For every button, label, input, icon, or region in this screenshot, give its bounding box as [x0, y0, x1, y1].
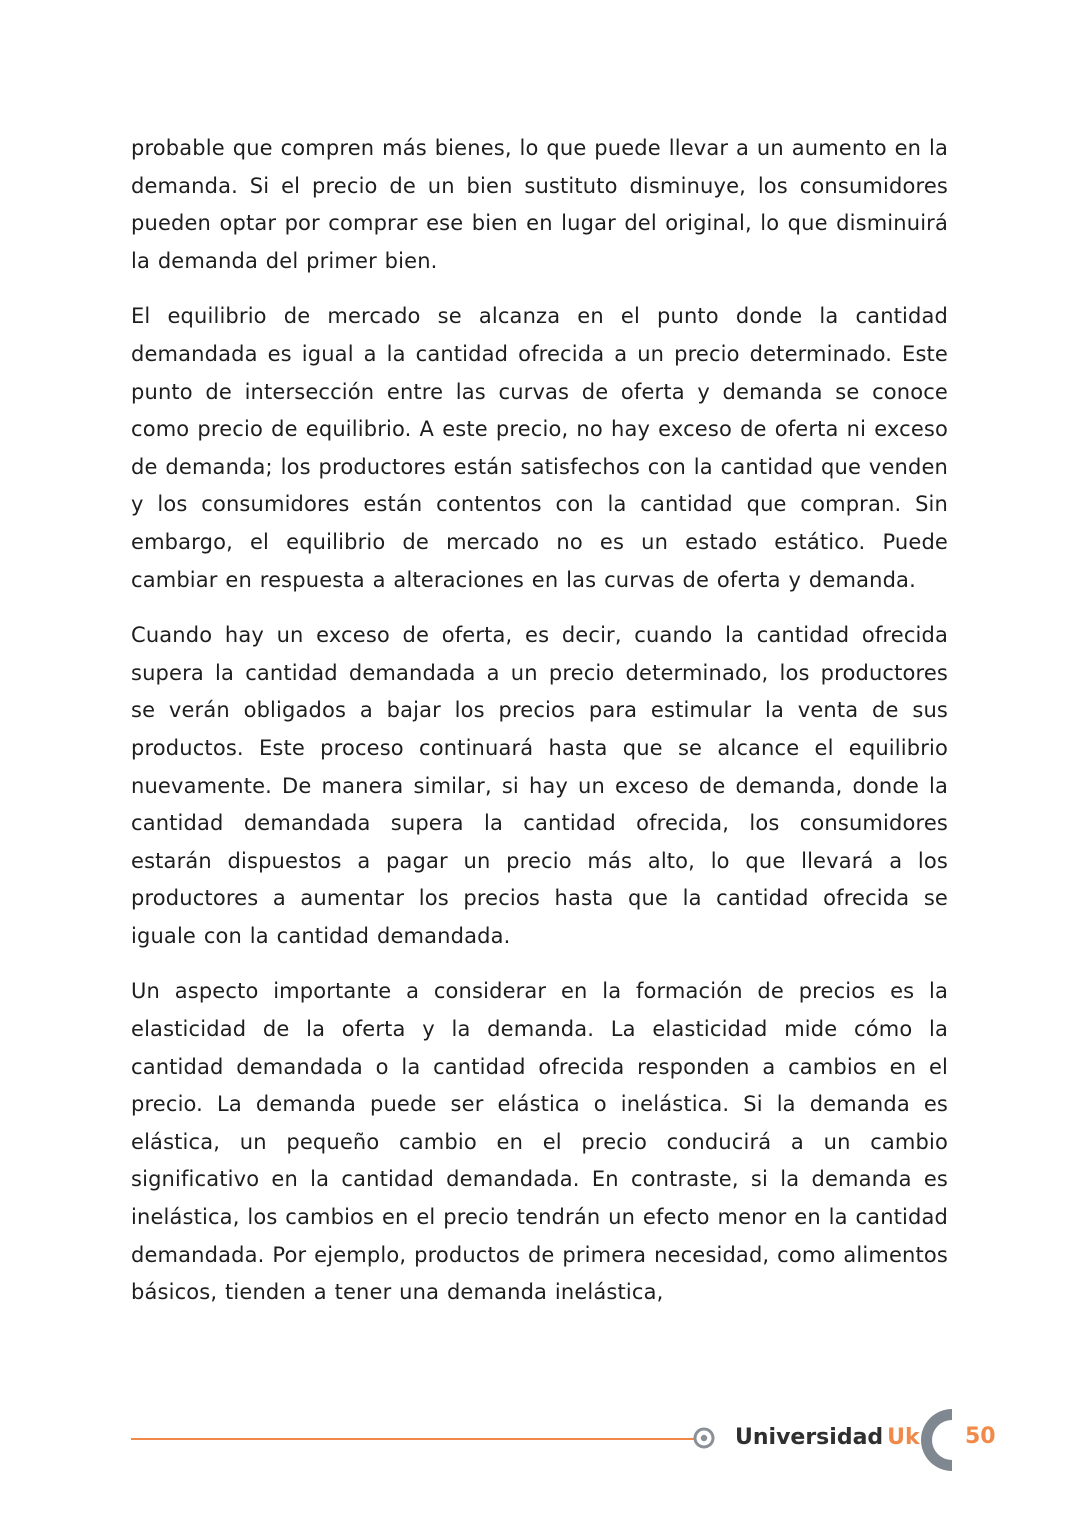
footer-divider	[131, 1438, 697, 1440]
ring-icon	[693, 1427, 715, 1449]
paragraph-4: Un aspecto importante a considerar en la formación de precios es la elasticidad de la oferta y la demanda. La elasticidad mide cómo la cantidad demandada o la cantidad ofrecida responden a cambios en el precio. La demanda puede ser elástica o inelástica. Si la demanda es elástica, un pequeño cambio en el precio conducirá a un cambio significativo en la cantidad demandada. En contraste, si la demanda es inelástica, los cambios en el precio tendrán un efecto menor en la cantidad demandada. Por ejemplo, productos de primera necesidad, como alimentos básicos, tienden a tener una demanda inelástica,	[131, 979, 948, 1305]
page-number: 50	[965, 1424, 996, 1449]
paragraph-1: probable que compren más bienes, lo que puede llevar a un aumento en la demanda. Si el precio de un bien sustituto disminuye, los consumidores pueden optar por comprar ese bien en lugar del original, lo que disminuirá la demanda del primer bien.	[131, 136, 948, 273]
crescent-icon	[920, 1408, 954, 1472]
page-footer	[0, 1400, 1080, 1480]
brand-accent: Uk	[887, 1425, 920, 1450]
paragraph-2: El equilibrio de mercado se alcanza en el punto donde la cantidad demandada es igual a la cantidad ofrecida a un precio determinado. Este punto de intersección entre las curvas de oferta y demanda se conoce como precio de equilibrio. A este precio, no hay exceso de oferta ni exceso de demanda; los productores están satisfechos con la cantidad que venden y los consumidores están contentos con la cantidad que compran. Sin embargo, el equilibrio de mercado no es un estado estático. Puede cambiar en respuesta a alteraciones en las curvas de oferta y demanda.	[131, 304, 948, 592]
paragraph-3: Cuando hay un exceso de oferta, es decir, cuando la cantidad ofrecida supera la cantidad demandada a un precio determinado, los productores se verán obligados a bajar los precios para estimular la venta de sus productos. Este proceso continuará hasta que se alcance el equilibrio nuevamente. De manera similar, si hay un exceso de demanda, donde la cantidad demandada supera la cantidad ofrecida, los consumidores estarán dispuestos a pagar un precio más alto, lo que llevará a los productores a aumentar los precios hasta que la cantidad ofrecida se iguale con la cantidad demandada.	[131, 623, 948, 948]
brand-logo	[735, 1421, 920, 1455]
page-content	[131, 130, 948, 1330]
brand-name: Universidad	[735, 1425, 884, 1450]
